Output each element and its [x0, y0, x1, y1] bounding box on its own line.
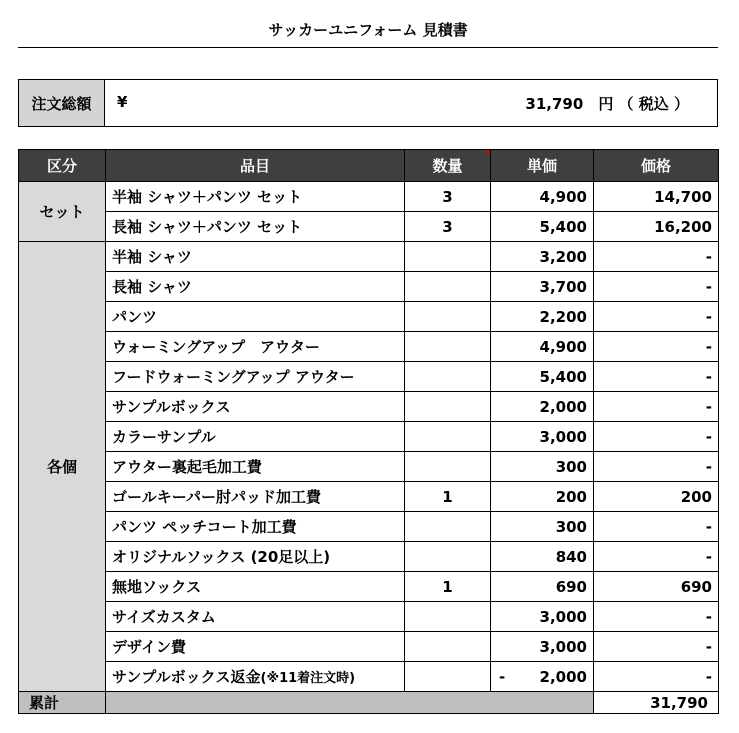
item-name[interactable]: フードウォーミングアップ アウター [106, 362, 405, 392]
item-unit-price[interactable]: 3,000 [491, 602, 594, 632]
item-price[interactable]: - [594, 302, 719, 332]
item-qty[interactable]: 1 [405, 482, 491, 512]
category-each: 各個 [19, 242, 106, 692]
item-name[interactable]: 半袖 シャツ＋パンツ セット [106, 182, 405, 212]
table-row [19, 242, 719, 272]
table-row [19, 362, 719, 392]
item-unit-price[interactable]: 300 [491, 512, 594, 542]
item-name-text: サンプルボックス返金 [112, 668, 261, 686]
table-row [19, 662, 719, 692]
summary-spacer [106, 692, 594, 714]
table-row [19, 452, 719, 482]
item-name[interactable]: カラーサンプル [106, 422, 405, 452]
item-unit-price[interactable]: 5,400 [491, 362, 594, 392]
item-qty[interactable] [405, 242, 491, 272]
header-row [19, 150, 719, 182]
item-price[interactable]: - [594, 332, 719, 362]
item-name[interactable]: 長袖 シャツ [106, 272, 405, 302]
table-row [19, 272, 719, 302]
item-qty[interactable]: 3 [405, 212, 491, 242]
item-price[interactable]: - [594, 632, 719, 662]
estimate-table [18, 149, 719, 714]
item-qty[interactable] [405, 632, 491, 662]
summary-row [19, 692, 719, 714]
item-unit-price[interactable]: 3,000 [491, 632, 594, 662]
header-category: 区分 [19, 150, 106, 182]
unit-price-value: 2,000 [539, 667, 587, 686]
item-unit-price[interactable]: 3,200 [491, 242, 594, 272]
item-price[interactable]: - [594, 662, 719, 692]
table-row [19, 542, 719, 572]
page-title: サッカーユニフォーム 見積書 [268, 21, 468, 39]
item-qty[interactable] [405, 272, 491, 302]
category-set: セット [19, 182, 106, 242]
item-unit-price[interactable]: 4,900 [491, 332, 594, 362]
item-price[interactable]: 14,700 [594, 182, 719, 212]
header-item: 品目 [106, 150, 405, 182]
item-price[interactable]: - [594, 392, 719, 422]
item-name[interactable]: ゴールキーパー肘パッド加工費 [106, 482, 405, 512]
item-qty[interactable] [405, 332, 491, 362]
item-unit-price[interactable]: 4,900 [491, 182, 594, 212]
order-total-value [105, 80, 717, 126]
item-price[interactable]: - [594, 362, 719, 392]
item-qty[interactable] [405, 302, 491, 332]
comment-marker-icon[interactable] [485, 150, 491, 156]
item-name[interactable] [106, 662, 405, 692]
item-qty[interactable]: 3 [405, 182, 491, 212]
item-qty[interactable] [405, 602, 491, 632]
table-row [19, 482, 719, 512]
table-row [19, 392, 719, 422]
item-price[interactable]: - [594, 542, 719, 572]
table-row [19, 332, 719, 362]
summary-value[interactable]: 31,790 [594, 692, 719, 714]
order-total-amount [525, 93, 689, 114]
item-price[interactable]: - [594, 512, 719, 542]
table-row [19, 212, 719, 242]
order-total-label: 注文総額 [19, 80, 105, 126]
item-price[interactable]: 200 [594, 482, 719, 512]
item-qty[interactable] [405, 662, 491, 692]
table-row [19, 182, 719, 212]
order-total-number: 31,790 [525, 95, 584, 113]
table-row [19, 572, 719, 602]
item-price[interactable]: - [594, 452, 719, 482]
item-name[interactable]: サイズカスタム [106, 602, 405, 632]
item-price[interactable]: 690 [594, 572, 719, 602]
item-name[interactable]: パンツ ペッチコート加工費 [106, 512, 405, 542]
table-row [19, 602, 719, 632]
order-total-box [18, 79, 718, 127]
item-price[interactable]: 16,200 [594, 212, 719, 242]
header-price: 価格 [594, 150, 719, 182]
item-unit-price[interactable]: 3,000 [491, 422, 594, 452]
item-name[interactable]: パンツ [106, 302, 405, 332]
item-unit-price[interactable]: 3,700 [491, 272, 594, 302]
item-name[interactable]: オリジナルソックス (20足以上) [106, 542, 405, 572]
item-qty[interactable] [405, 362, 491, 392]
item-qty[interactable] [405, 452, 491, 482]
item-unit-price[interactable]: 200 [491, 482, 594, 512]
item-unit-price[interactable]: 5,400 [491, 212, 594, 242]
item-qty[interactable] [405, 392, 491, 422]
item-name[interactable]: ウォーミングアップ アウター [106, 332, 405, 362]
table-row [19, 302, 719, 332]
item-qty[interactable] [405, 512, 491, 542]
table-row [19, 422, 719, 452]
item-unit-price[interactable]: 300 [491, 452, 594, 482]
title-divider [18, 47, 718, 48]
item-qty[interactable]: 1 [405, 572, 491, 602]
item-unit-price[interactable]: 690 [491, 572, 594, 602]
item-price[interactable]: - [594, 422, 719, 452]
item-price[interactable]: - [594, 242, 719, 272]
item-name[interactable]: 長袖 シャツ＋パンツ セット [106, 212, 405, 242]
item-price[interactable]: - [594, 272, 719, 302]
item-qty[interactable] [405, 542, 491, 572]
item-unit-price[interactable]: 2,200 [491, 302, 594, 332]
table-row [19, 632, 719, 662]
order-total-unit: 円 （ 税込 ） [598, 95, 689, 113]
item-price[interactable]: - [594, 602, 719, 632]
item-name[interactable]: 半袖 シャツ [106, 242, 405, 272]
header-unit-price: 単価 [491, 150, 594, 182]
summary-label: 累計 [19, 692, 106, 714]
item-name[interactable]: デザイン費 [106, 632, 405, 662]
item-name[interactable]: サンプルボックス [106, 392, 405, 422]
unit-price-sign: - [499, 667, 506, 686]
item-unit-price[interactable]: 840 [491, 542, 594, 572]
item-qty[interactable] [405, 422, 491, 452]
item-name-note: (※11着注文時) [260, 671, 356, 686]
header-qty-label: 数量 [432, 157, 463, 175]
header-qty [405, 150, 491, 182]
item-unit-price[interactable]: 2,000 [491, 392, 594, 422]
item-name[interactable]: 無地ソックス [106, 572, 405, 602]
item-name[interactable]: アウター裏起毛加工費 [106, 452, 405, 482]
currency-symbol: ¥ [117, 93, 128, 111]
table-row [19, 512, 719, 542]
item-unit-price[interactable] [491, 662, 594, 692]
